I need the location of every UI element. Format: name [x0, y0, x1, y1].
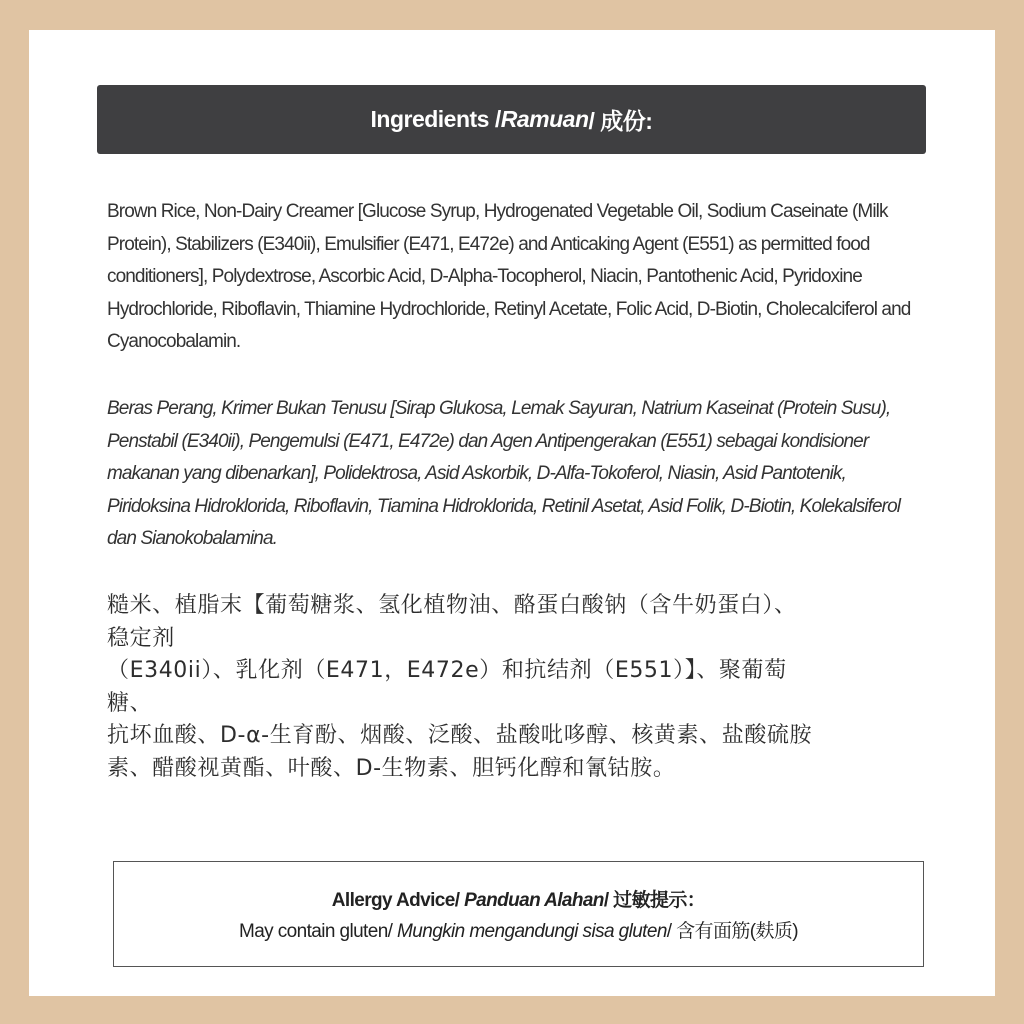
header-title-ms: Ramuan	[500, 106, 589, 132]
allergy-title-ms: Panduan Alahan	[464, 890, 604, 911]
allergy-text-en: May contain gluten/	[238, 921, 398, 942]
allergy-title-zh: / 过敏提示：	[603, 890, 706, 911]
allergy-title	[332, 885, 705, 912]
allergy-text	[239, 916, 798, 943]
label-card	[29, 30, 995, 996]
ingredients-header	[97, 85, 926, 154]
chinese-line: 糖、	[107, 690, 153, 716]
chinese-line: 素、醋酸视黄酯、叶酸、D-生物素、胆钙化醇和氰钴胺。	[107, 755, 676, 781]
chinese-line: 稳定剂	[107, 625, 175, 651]
allergy-text-zh: / 含有面筋(麸质)	[666, 921, 799, 942]
header-title-en: Ingredients /	[370, 106, 501, 132]
chinese-line: 抗坏血酸、D-α-生育酚、烟酸、泛酸、盐酸吡哆醇、核黄素、盐酸硫胺	[107, 723, 813, 748]
allergy-title-en: Allergy Advice/	[331, 890, 465, 911]
chinese-line: （E340ii）、乳化剂（E471，E472e）和抗结剂（E551）】、聚葡萄	[107, 658, 787, 683]
chinese-line: 糙米、植脂末【葡萄糖浆、氢化植物油、酪蛋白酸钠（含牛奶蛋白）、	[107, 593, 797, 618]
ingredients-chinese	[107, 590, 927, 785]
allergy-advice-box	[113, 861, 924, 967]
ingredients-english: Brown Rice, Non-Dairy Creamer [Glucose Syrup, Hydrogenated Vegetable Oil, Sodium Caseinate (Milk Protein), Stabilizers (E340ii), Emulsifier (E471, E472e) and Anticaking Agent (E551) as permitted food conditioners], Polydextrose, Ascorbic Acid, D-Alpha-Tocopherol, Niacin, Pantothenic Acid, Pyridoxine Hydrochloride, Riboflavin, Thiamine Hydrochloride, Retinyl Acetate, Folic Acid, D-Biotin, Cholecalciferol and Cyanocobalamin.	[107, 201, 911, 352]
ingredients-malay: Beras Perang, Krimer Bukan Tenusu [Sirap Glukosa, Lemak Sayuran, Natrium Kaseinat (Protein Susu), Penstabil (E340ii), Pengemulsi (E471, E472e) dan Agen Antipengerakan (E551) sebagai kondisioner makanan yang dibenarkan], Polidektrosa, Asid Askorbik, D-Alfa-Tokoferol, Niasin, Asid Pantotenik, Piridoksina Hidroklorida, Riboflavin, Tiamina Hidroklorida, Retinil Asetat, Asid Folik, D-Biotin, Kolekalsiferol dan Sianokobalamina.	[107, 398, 901, 549]
header-title-zh: / 成份:	[588, 108, 653, 134]
allergy-text-ms: Mungkin mengandungi sisa gluten	[397, 921, 667, 942]
